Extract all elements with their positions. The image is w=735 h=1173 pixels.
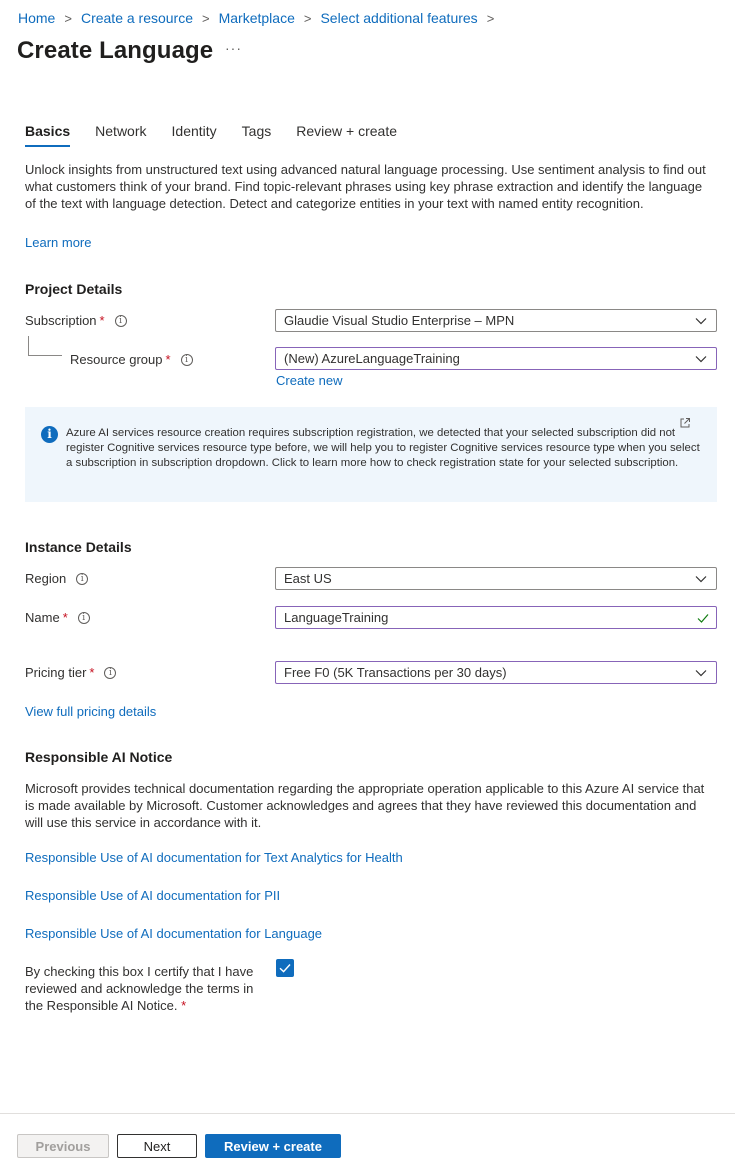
review-create-button[interactable]: Review + create <box>205 1134 341 1158</box>
region-label <box>25 571 88 586</box>
checkmark-icon <box>276 959 294 977</box>
chevron-down-icon <box>695 667 707 679</box>
footer-divider <box>0 1113 735 1114</box>
learn-more-link[interactable]: Learn more <box>25 235 92 250</box>
required-asterisk: * <box>99 313 105 328</box>
previous-button[interactable]: Previous <box>17 1134 109 1158</box>
name-label <box>25 610 90 625</box>
subscription-value: Glaudie Visual Studio Enterprise – MPN <box>284 313 515 328</box>
view-pricing-link[interactable]: View full pricing details <box>25 704 157 719</box>
rai-language-link[interactable]: Responsible Use of AI documentation for Language <box>25 926 323 941</box>
pricing-tier-label <box>25 665 116 680</box>
required-asterisk: * <box>181 998 187 1013</box>
name-value: LanguageTraining <box>284 610 389 625</box>
required-asterisk: * <box>62 610 68 625</box>
resource-group-label-text: Resource group <box>70 352 163 367</box>
chevron-right-icon: > <box>486 10 495 26</box>
info-icon[interactable]: i <box>76 573 88 585</box>
required-asterisk: * <box>165 352 171 367</box>
breadcrumb-home[interactable]: Home <box>18 10 56 26</box>
intro-text: Unlock insights from unstructured text using advanced natural language processing. Use sentiment analysis to find out what customers think of your brand. Find topic-relevant phrases using key phrase extraction and identify the language of the text with language detection. Detect and categorize entities in your text with named entity recognition. <box>25 162 706 211</box>
breadcrumb-select-features[interactable]: Select additional features <box>320 10 478 26</box>
rai-health-link[interactable]: Responsible Use of AI documentation for Text Analytics for Health <box>25 850 403 865</box>
info-circle-icon: i <box>41 426 58 443</box>
valid-check-icon <box>696 611 710 625</box>
chevron-right-icon: > <box>64 10 72 26</box>
info-icon[interactable]: i <box>115 315 127 327</box>
certify-checkbox[interactable] <box>276 959 294 977</box>
breadcrumb-marketplace[interactable]: Marketplace <box>218 10 295 26</box>
tab-network[interactable]: Network <box>95 123 147 139</box>
tab-basics[interactable]: Basics <box>25 123 70 147</box>
more-options-icon[interactable]: ··· <box>225 40 242 56</box>
page-title: Create Language <box>17 37 214 64</box>
required-asterisk: * <box>89 665 95 680</box>
responsible-ai-text: Microsoft provides technical documentation regarding the appropriate operation applicable to this Azure AI service that is made available by Microsoft. Customer acknowledges and agrees that they have reviewed this documentation and will use this service in accordance with it. <box>25 781 705 830</box>
chevron-down-icon <box>695 573 707 585</box>
resource-group-select[interactable] <box>275 347 717 370</box>
region-label-text: Region <box>25 571 67 586</box>
chevron-down-icon <box>695 353 707 365</box>
info-banner[interactable] <box>25 407 717 502</box>
region-value: East US <box>284 571 332 586</box>
tab-identity[interactable]: Identity <box>171 123 217 139</box>
subscription-select[interactable] <box>275 309 717 332</box>
subscription-label <box>25 313 127 328</box>
pricing-tier-label-text: Pricing tier <box>25 665 87 680</box>
chevron-down-icon <box>695 315 707 327</box>
responsible-ai-heading: Responsible AI Notice <box>25 749 173 765</box>
project-details-heading: Project Details <box>25 281 123 297</box>
breadcrumb-create-resource[interactable]: Create a resource <box>80 10 194 26</box>
external-link-icon[interactable] <box>679 417 691 429</box>
name-input[interactable] <box>275 606 717 629</box>
pricing-tier-select[interactable] <box>275 661 717 684</box>
region-select[interactable] <box>275 567 717 590</box>
create-new-link[interactable]: Create new <box>276 373 343 388</box>
pricing-tier-value: Free F0 (5K Transactions per 30 days) <box>284 665 507 680</box>
tree-connector <box>28 336 62 356</box>
info-banner-text: Azure AI services resource creation requires subscription registration, we detected that your selected subscription did not register Cognitive services resource type before, we will help you to register Cognitive services resource type when you select a subscription in subscription dropdown. Click to learn more how to check registration state for your selected subscription. <box>66 427 700 469</box>
certify-label <box>25 963 265 1014</box>
certify-text: By checking this box I certify that I have reviewed and acknowledge the terms in the Responsible AI Notice. <box>25 964 254 1013</box>
chevron-right-icon: > <box>202 10 210 26</box>
info-icon[interactable]: i <box>78 612 90 624</box>
instance-details-heading: Instance Details <box>25 539 132 555</box>
resource-group-label <box>70 352 193 367</box>
resource-group-value: (New) AzureLanguageTraining <box>284 351 460 366</box>
name-label-text: Name <box>25 610 60 625</box>
info-icon[interactable]: i <box>104 667 116 679</box>
next-button[interactable]: Next <box>117 1134 197 1158</box>
tab-list <box>25 123 422 147</box>
tab-tags[interactable]: Tags <box>241 123 272 139</box>
info-icon[interactable]: i <box>181 354 193 366</box>
breadcrumb <box>18 10 503 26</box>
tab-review-create[interactable]: Review + create <box>296 123 398 139</box>
subscription-label-text: Subscription <box>25 313 97 328</box>
chevron-right-icon: > <box>303 10 312 26</box>
rai-pii-link[interactable]: Responsible Use of AI documentation for PII <box>25 888 281 903</box>
